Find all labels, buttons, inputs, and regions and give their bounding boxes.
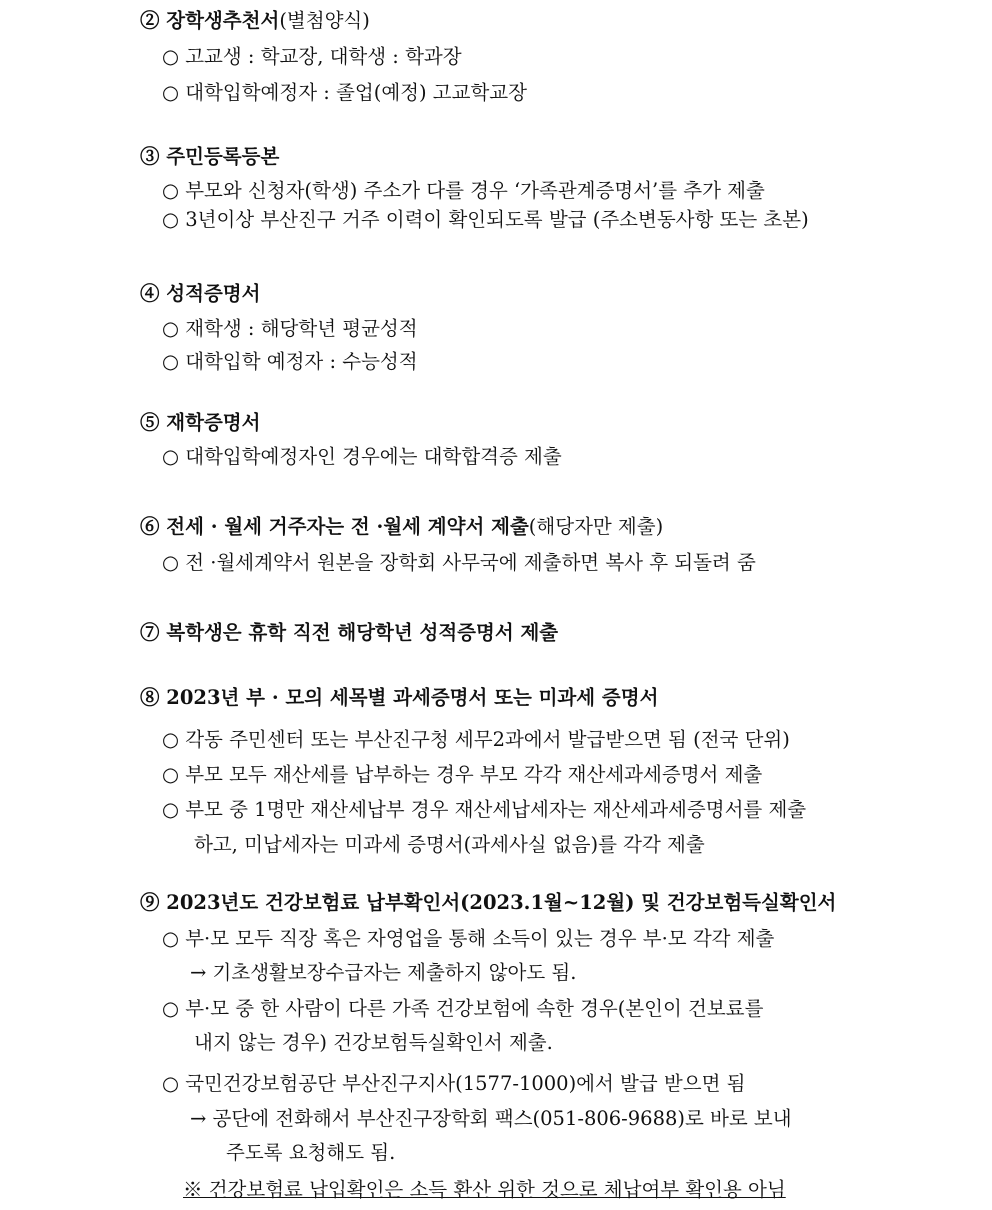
list-item: ○ 부·모 중 한 사람이 다른 가족 건강보험에 속한 경우(본인이 건보료를 — [162, 997, 764, 1020]
footnote: ※ 건강보험료 납입확인은 소득 환산 위한 것으로 체납여부 확인용 아님 — [183, 1178, 786, 1201]
list-item: ○ 대학입학 예정자 : 수능성적 — [162, 350, 418, 373]
section-9-heading: ⑨ 2023년도 건강보험료 납부확인서(2023.1월~12월) 및 건강보험득실확인서 — [140, 891, 837, 914]
section-8-heading: ⑧ 2023년 부 · 모의 세목별 과세증명서 또는 미과세 증명서 — [140, 686, 659, 709]
list-item: ○ 재학생 : 해당학년 평균성적 — [162, 317, 418, 340]
list-item-arrow: → 기초생활보장수급자는 제출하지 않아도 됨. — [190, 961, 577, 984]
section-4-heading: ④ 성적증명서 — [140, 282, 261, 305]
section-5-heading: ⑤ 재학증명서 — [140, 411, 261, 434]
list-item-arrow: → 공단에 전화해서 부산진구장학회 팩스(051-806-9688)로 바로 보내 — [190, 1107, 792, 1130]
list-item: ○ 3년이상 부산진구 거주 이력이 확인되도록 발급 (주소변동사항 또는 초본) — [162, 208, 809, 231]
list-item-continuation: 내지 않는 경우) 건강보험득실확인서 제출. — [194, 1031, 553, 1054]
list-item: ○ 대학입학예정자인 경우에는 대학합격증 제출 — [162, 445, 562, 468]
list-item: ○ 고교생 : 학교장, 대학생 : 학과장 — [162, 45, 462, 68]
list-item: ○ 각동 주민센터 또는 부산진구청 세무2과에서 발급받으면 됨 (전국 단위) — [162, 728, 790, 751]
section-2-heading: ② 장학생추천서(별첨양식) — [140, 9, 370, 32]
section-7-heading: ⑦ 복학생은 휴학 직전 해당학년 성적증명서 제출 — [140, 621, 559, 644]
list-item: ○ 대학입학예정자 : 졸업(예정) 고교학교장 — [162, 81, 527, 104]
section-6-heading: ⑥ 전세 · 월세 거주자는 전 ·월세 계약서 제출(해당자만 제출) — [140, 515, 664, 538]
list-item: ○ 부모 모두 재산세를 납부하는 경우 부모 각각 재산세과세증명서 제출 — [162, 763, 763, 786]
list-item: ○ 부모와 신청자(학생) 주소가 다를 경우 ‘가족관계증명서’를 추가 제출 — [162, 179, 765, 202]
list-item-continuation: 주도록 요청해도 됨. — [226, 1141, 396, 1164]
list-item: ○ 부·모 모두 직장 혹은 자영업을 통해 소득이 있는 경우 부·모 각각 제출 — [162, 927, 775, 950]
list-item: ○ 국민건강보험공단 부산진구지사(1577-1000)에서 발급 받으면 됨 — [162, 1072, 746, 1095]
list-item-continuation: 하고, 미납세자는 미과세 증명서(과세사실 없음)를 각각 제출 — [194, 833, 705, 856]
section-3-heading: ③ 주민등록등본 — [140, 145, 280, 168]
list-item: ○ 전 ·월세계약서 원본을 장학회 사무국에 제출하면 복사 후 되돌려 줌 — [162, 551, 756, 574]
list-item: ○ 부모 중 1명만 재산세납부 경우 재산세납세자는 재산세과세증명서를 제출 — [162, 798, 807, 821]
